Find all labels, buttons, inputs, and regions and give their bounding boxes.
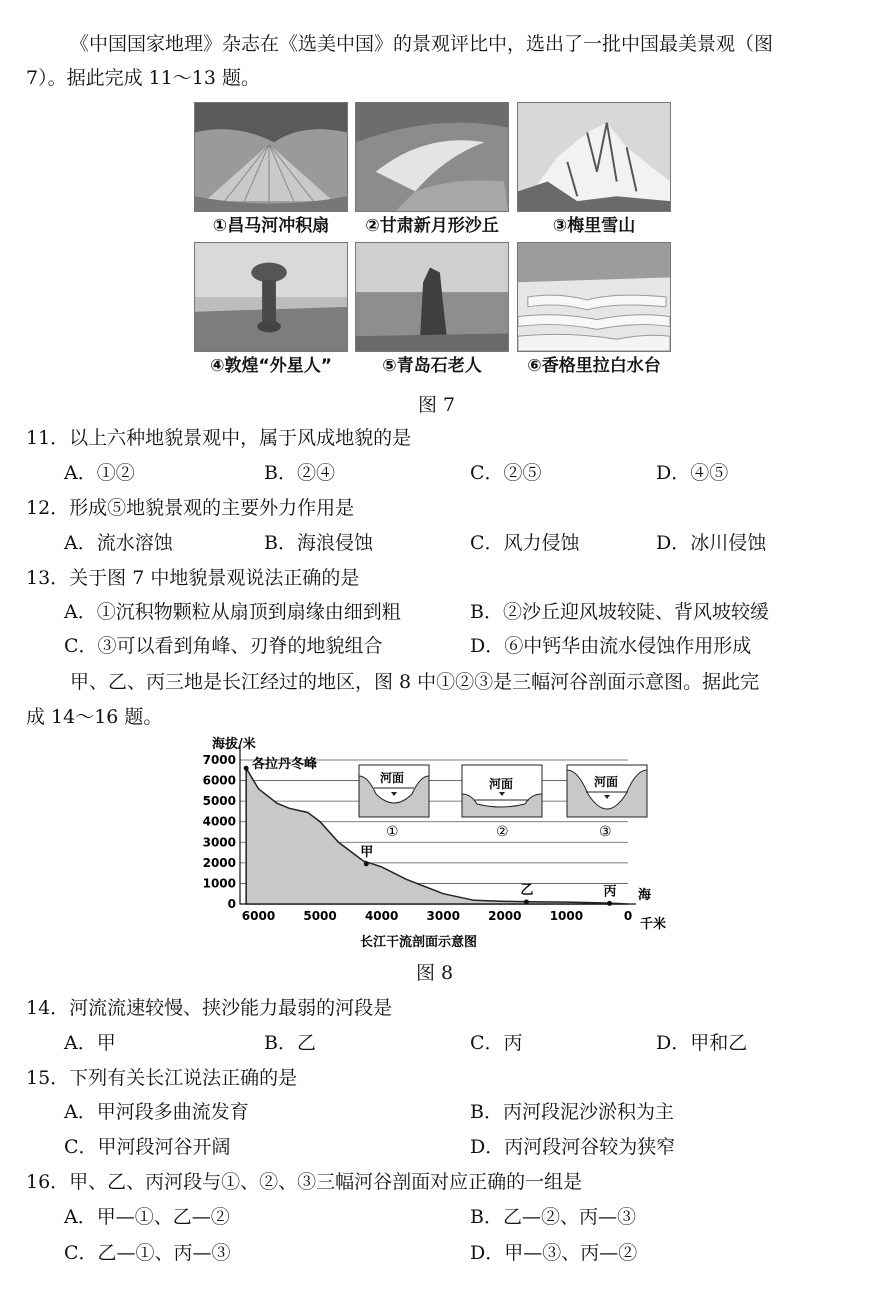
chart-title: 长江干流剖面示意图 bbox=[360, 935, 478, 950]
question-13-option-d: D．⑥中钙华由流水侵蚀作用形成 bbox=[470, 635, 752, 657]
question-15-option-c: C．甲河段河谷开阔 bbox=[64, 1136, 231, 1158]
question-14-stem: 14．河流流速较慢、挟沙能力最弱的河段是 bbox=[26, 997, 393, 1019]
y-axis-label: 海拔/米 bbox=[212, 737, 256, 752]
question-12-option-c: C．风力侵蚀 bbox=[470, 532, 580, 554]
question-12-option-b: B．海浪侵蚀 bbox=[264, 532, 373, 554]
x-unit-label: 千米 bbox=[640, 917, 667, 932]
valley-label: 河面 bbox=[380, 771, 405, 785]
question-12-option-a: A．流水溶蚀 bbox=[64, 532, 173, 554]
figure-7-label: 图 7 bbox=[418, 394, 456, 416]
valley-profile-2 bbox=[461, 764, 543, 842]
y-tick-label: 2000 bbox=[202, 855, 236, 870]
y-tick-label: 7000 bbox=[202, 753, 236, 767]
x-tick-label: 5000 bbox=[303, 909, 337, 923]
profile-point bbox=[607, 901, 612, 906]
question-14-option-a: A．甲 bbox=[64, 1032, 116, 1054]
intro-line-2: 7）。据此完成 11～13 题。 bbox=[26, 67, 261, 89]
photo-caption: ①昌马河冲积扇 bbox=[212, 216, 330, 236]
valley-number: ③ bbox=[599, 824, 612, 840]
x-tick-label: 0 bbox=[623, 909, 633, 923]
photo-caption: ⑥香格里拉白水台 bbox=[527, 356, 661, 376]
question-13-stem: 13．关于图 7 中地貌景观说法正确的是 bbox=[26, 567, 360, 589]
y-tick-label: 6000 bbox=[202, 773, 236, 788]
question-14-option-c: C．丙 bbox=[470, 1032, 523, 1054]
y-tick-label: 0 bbox=[227, 897, 236, 911]
x-tick-label: 3000 bbox=[426, 909, 460, 923]
question-11-option-a: A．①② bbox=[64, 462, 135, 484]
photo-baishuitai bbox=[517, 242, 671, 378]
photo-meili-snow-mountain bbox=[517, 102, 671, 238]
question-11-stem: 11．以上六种地貌景观中，属于风成地貌的是 bbox=[26, 427, 412, 449]
question-16-option-c: C．乙—①、丙—③ bbox=[64, 1242, 231, 1264]
y-tick-label: 1000 bbox=[202, 876, 236, 891]
profile-point bbox=[524, 899, 529, 904]
intro-line-1: 《中国国家地理》杂志在《选美中国》的景观评比中，选出了一批中国最美景观（图 bbox=[70, 33, 774, 55]
photo-caption: ②甘肃新月形沙丘 bbox=[365, 216, 499, 236]
profile-point bbox=[244, 766, 249, 771]
question-15-option-a: A．甲河段多曲流发育 bbox=[64, 1101, 249, 1123]
figure-8-label: 图 8 bbox=[416, 962, 454, 984]
valley-number: ② bbox=[496, 824, 509, 840]
question-11-option-b: B．②④ bbox=[264, 462, 335, 484]
x-tick-label: 4000 bbox=[364, 909, 399, 923]
question-11-option-c: C．②⑤ bbox=[470, 462, 542, 484]
photo-caption: ⑤青岛石老人 bbox=[382, 356, 482, 376]
question-14-option-d: D．甲和乙 bbox=[656, 1032, 748, 1054]
question-11-option-d: D．④⑤ bbox=[656, 462, 729, 484]
valley-profile-1 bbox=[358, 764, 430, 842]
place-label: 甲 bbox=[360, 844, 374, 860]
profile-point bbox=[364, 861, 369, 866]
x-tick-label: 2000 bbox=[488, 909, 522, 923]
place-label: 丙 bbox=[603, 884, 617, 900]
valley-label: 河面 bbox=[594, 775, 619, 789]
photo-crescent-dune bbox=[355, 102, 509, 238]
valley-number: ① bbox=[386, 824, 399, 840]
question-15-option-d: D．丙河段河谷较为狭窄 bbox=[470, 1136, 676, 1158]
photo-alluvial-fan bbox=[194, 102, 348, 238]
question-14-option-b: B．乙 bbox=[264, 1032, 316, 1054]
peak-label: 各拉丹冬峰 bbox=[252, 757, 318, 772]
intro2-line-2: 成 14～16 题。 bbox=[26, 706, 163, 728]
question-16-option-a: A．甲—①、乙—② bbox=[64, 1206, 230, 1228]
place-label: 乙 bbox=[520, 882, 534, 898]
y-tick-label: 4000 bbox=[202, 814, 236, 829]
sea-label: 海 bbox=[638, 888, 652, 903]
y-tick-label: 5000 bbox=[202, 794, 236, 809]
question-13-option-a: A．①沉积物颗粒从扇顶到扇缘由细到粗 bbox=[64, 601, 401, 623]
question-12-stem: 12．形成⑤地貌景观的主要外力作用是 bbox=[26, 497, 355, 519]
question-13-option-c: C．③可以看到角峰、刃脊的地貌组合 bbox=[64, 635, 383, 657]
x-tick-label: 6000 bbox=[241, 909, 276, 923]
question-16-option-b: B．乙—②、丙—③ bbox=[470, 1206, 636, 1228]
photo-qingdao-stone-old-man bbox=[355, 242, 509, 378]
photo-caption: ④敦煌“外星人” bbox=[210, 356, 332, 376]
photo-caption: ③梅里雪山 bbox=[552, 216, 636, 236]
x-ticks bbox=[242, 909, 632, 923]
question-12-option-d: D．冰川侵蚀 bbox=[656, 532, 767, 554]
question-16-option-d: D．甲—③、丙—② bbox=[470, 1242, 638, 1264]
valley-label: 河面 bbox=[489, 777, 514, 791]
question-15-stem: 15．下列有关长江说法正确的是 bbox=[26, 1067, 298, 1089]
y-ticks bbox=[203, 753, 236, 911]
question-16-stem: 16．甲、乙、丙河段与①、②、③三幅河谷剖面对应正确的一组是 bbox=[26, 1171, 583, 1193]
question-15-option-b: B．丙河段泥沙淤积为主 bbox=[470, 1101, 674, 1123]
y-tick-label: 3000 bbox=[202, 835, 236, 850]
photo-dunhuang-alien bbox=[194, 242, 348, 378]
valley-profile-3 bbox=[566, 764, 648, 842]
intro2-line-1: 甲、乙、丙三地是长江经过的地区，图 8 中①②③是三幅河谷剖面示意图。据此完 bbox=[70, 671, 760, 693]
question-13-option-b: B．②沙丘迎风坡较陡、背风坡较缓 bbox=[470, 601, 769, 623]
x-tick-label: 1000 bbox=[549, 909, 584, 923]
